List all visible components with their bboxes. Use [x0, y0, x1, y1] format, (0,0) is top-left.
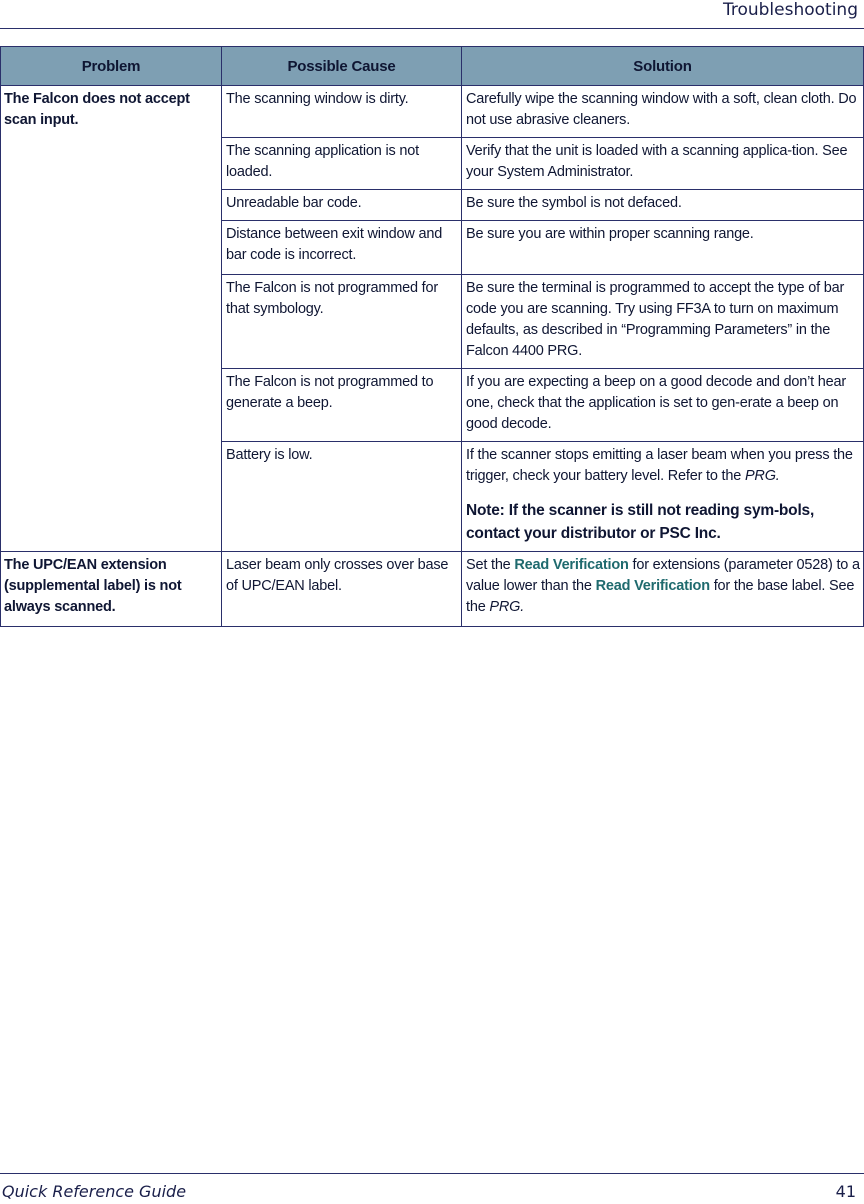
footer-rule [0, 1173, 864, 1174]
cause-cell: The Falcon is not programmed for that symbology. [222, 275, 462, 369]
solution-cell: Carefully wipe the scanning window with a soft, clean cloth. Do not use abrasive cleaners. [462, 86, 864, 138]
solution-cell [462, 442, 864, 552]
solution-text: Set the [466, 557, 511, 573]
column-header-solution: Solution [462, 47, 864, 86]
solution-cell: Verify that the unit is loaded with a scanning applica-tion. See your System Administrator. [462, 138, 864, 190]
cause-cell: The Falcon is not programmed to generate a beep. [222, 369, 462, 442]
cause-cell: Distance between exit window and bar code is incorrect. [222, 221, 462, 275]
troubleshooting-table [0, 46, 864, 627]
cause-cell: Unreadable bar code. [222, 190, 462, 221]
cause-cell: The scanning window is dirty. [222, 86, 462, 138]
table-row [1, 552, 864, 627]
note-text: Note: If the scanner is still not reading sym-bols, contact your distributor or PSC Inc. [466, 502, 815, 542]
solution-cell: Be sure you are within proper scanning range. [462, 221, 864, 275]
cause-cell: Laser beam only crosses over base of UPC/EAN label. [222, 552, 462, 627]
column-header-problem: Problem [1, 47, 222, 86]
section-title: Troubleshooting [722, 0, 858, 20]
page-number: 41 [835, 1182, 856, 1201]
guide-title: Quick Reference Guide [2, 1182, 187, 1201]
solution-cell: Be sure the symbol is not defaced. [462, 190, 864, 221]
problem-cell: The Falcon does not accept scan input. [1, 86, 222, 552]
cause-cell: Battery is low. [222, 442, 462, 552]
solution-cell [462, 552, 864, 627]
solution-text: for the base label. See the [466, 578, 855, 615]
prg-reference: PRG. [489, 599, 525, 615]
problem-cell: The UPC/EAN extension (supplemental label) is not always scanned. [1, 552, 222, 627]
header-rule [0, 28, 864, 29]
read-verification-term: Read Verification [514, 557, 629, 573]
table-header-row [1, 47, 864, 86]
cause-cell: The scanning application is not loaded. [222, 138, 462, 190]
prg-reference: PRG. [744, 468, 780, 484]
solution-cell: Be sure the terminal is programmed to accept the type of bar code you are scanning. Try using FF3A to turn on maximum defaults, as described in “Programming Parameters” in the Falcon 4400 PRG. [462, 275, 864, 369]
column-header-cause: Possible Cause [222, 47, 462, 86]
table-row [1, 86, 864, 138]
solution-cell: If you are expecting a beep on a good decode and don’t hear one, check that the application is set to gen-erate a beep on good decode. [462, 369, 864, 442]
read-verification-term: Read Verification [595, 578, 710, 594]
solution-text: for extensions (parameter 0528) to a value lower than the [466, 557, 860, 594]
solution-text: If the scanner stops emitting a laser beam when you press the trigger, check your battery level. Refer to the [466, 447, 853, 484]
